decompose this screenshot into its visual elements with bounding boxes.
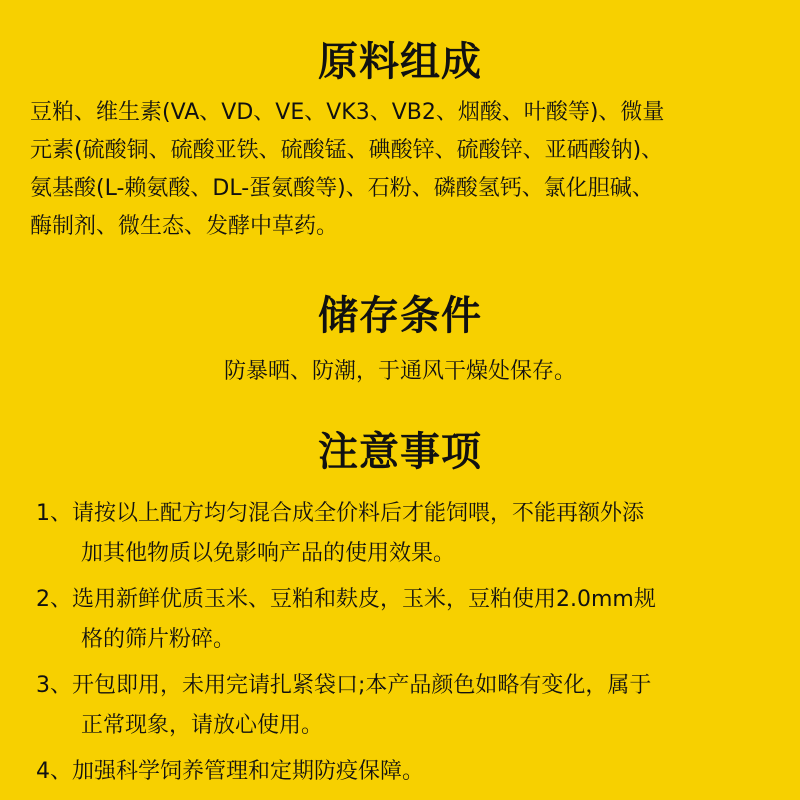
storage-title: 储存条件 (318, 293, 482, 339)
note-item (36, 494, 776, 574)
ingredients-text (30, 94, 780, 246)
notes-title: 注意事项 (318, 429, 482, 475)
note-line: 2、选用新鲜优质玉米、豆粕和麸皮，玉米，豆粕使用2.0mm规 (36, 587, 656, 612)
ingredients-line: 氨基酸(L-赖氨酸、DL-蛋氨酸等)、石粉、磷酸氢钙、氯化胆碱、 (30, 176, 654, 201)
ingredients-line: 元素(硫酸铜、硫酸亚铁、硫酸锰、碘酸锌、硫酸锌、亚硒酸钠)、 (30, 138, 664, 163)
storage-text: 防暴晒、防潮，于通风干燥处保存。 (223, 359, 576, 384)
ingredients-line: 豆粕、维生素(VA、VD、VE、VK3、VB2、烟酸、叶酸等)、微量 (30, 100, 665, 125)
note-line: 3、开包即用，未用完请扎紧袋口;本产品颜色如略有变化，属于 (36, 673, 652, 698)
ingredients-line: 酶制剂、微生态、发酵中草药。 (30, 214, 339, 239)
note-line-continued: 正常现象，请放心使用。 (81, 713, 324, 738)
ingredients-title: 原料组成 (318, 39, 482, 85)
note-item (36, 752, 776, 792)
notes-list (36, 494, 776, 798)
note-line: 4、加强科学饲养管理和定期防疫保障。 (36, 759, 424, 784)
note-line-continued: 格的筛片粉碎。 (81, 627, 236, 652)
note-line: 1、请按以上配方均匀混合成全价料后才能饲喂，不能再额外添 (36, 501, 644, 526)
note-item (36, 580, 776, 660)
note-line-continued: 加其他物质以免影响产品的使用效果。 (81, 541, 456, 566)
note-item (36, 666, 776, 746)
